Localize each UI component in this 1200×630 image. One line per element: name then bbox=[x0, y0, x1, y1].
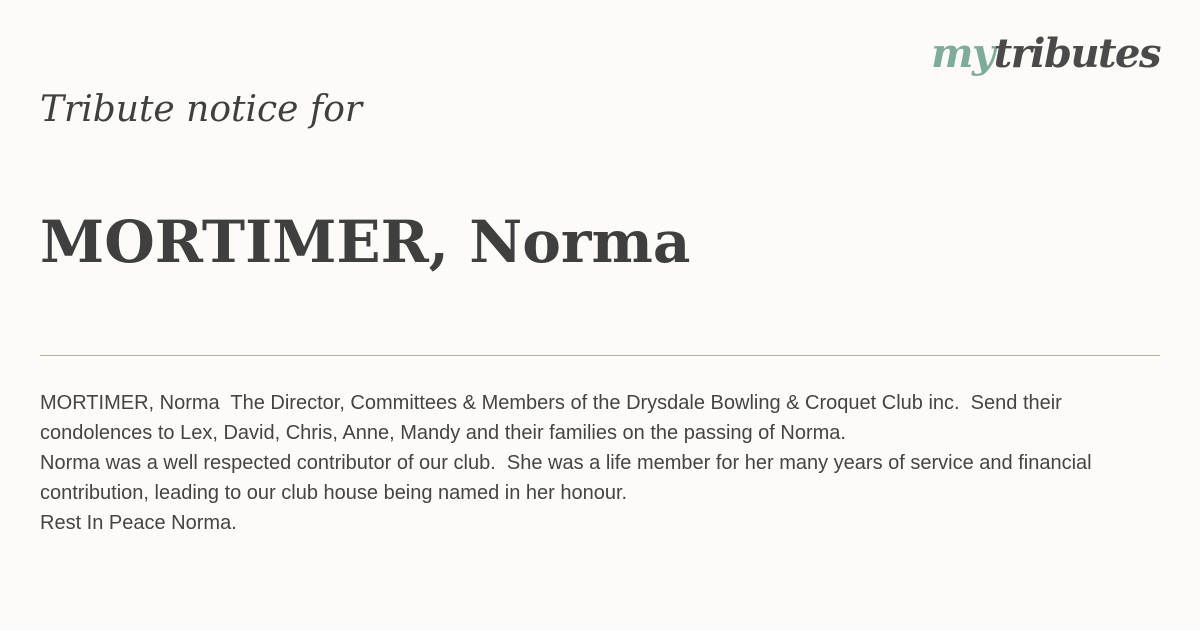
notice-paragraph: MORTIMER, Norma The Director, Committees & Members of the Drysdale Bowling & Croquet Club inc. Send their condolences to Lex, David, Chris, Anne, Mandy and their families on the passing of Norma. bbox=[40, 392, 1068, 444]
deceased-name-heading: MORTIMER, Norma bbox=[40, 208, 691, 276]
notice-paragraph: Rest In Peace Norma. bbox=[40, 512, 237, 534]
notice-paragraph: Norma was a well respected contributor of our club. She was a life member for her many years of service and financial contribution, leading to our club house being named in her honour. bbox=[40, 452, 1098, 504]
section-divider bbox=[40, 355, 1160, 356]
logo-tributes-text: tributes bbox=[993, 30, 1160, 77]
logo-my-text: my bbox=[931, 30, 994, 77]
tribute-notice-kicker: Tribute notice for bbox=[40, 89, 363, 130]
mytributes-logo[interactable] bbox=[931, 30, 1160, 78]
notice-body bbox=[40, 388, 1140, 538]
